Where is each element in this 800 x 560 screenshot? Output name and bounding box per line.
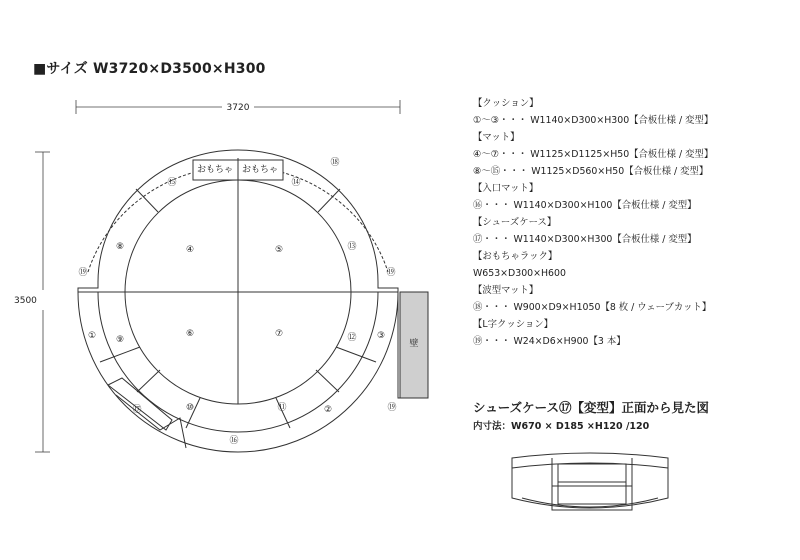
marker-3: ③ [376, 331, 386, 341]
toy-rack-left-label: おもちゃ [196, 165, 234, 175]
marker-13: ⑬ [347, 242, 357, 252]
spec-line: 【入口マット】 [473, 183, 539, 194]
shoe-case-title: シューズケース⑰【変型】正面から見た図 [473, 400, 710, 415]
spec-line: 【マット】 [473, 132, 520, 143]
spec-line: ⑰・・・ W1140×D300×H300【合板仕様 / 変型】 [473, 234, 697, 245]
shoe-case-dims: 内寸法：W670 × D185 ×H120 /120 [473, 421, 650, 432]
marker-17: ⑰ [132, 405, 142, 415]
spec-line: 【クッション】 [473, 98, 539, 109]
spec-line: 【おもちゃラック】 [473, 251, 558, 262]
shoe-case-outline [108, 378, 186, 448]
marker-7: ⑦ [274, 329, 284, 339]
marker-14: ⑭ [291, 178, 301, 188]
marker-5: ⑤ [274, 245, 284, 255]
spec-line: ⑯・・・ W1140×D300×H100【合板仕様 / 変型】 [473, 200, 697, 211]
marker-2: ② [323, 405, 333, 415]
marker-4: ④ [185, 245, 195, 255]
spec-line: W653×D300×H600 [473, 268, 566, 279]
spec-line: ①～③・・・ W1140×D300×H300【合板仕様 / 変型】 [473, 115, 714, 126]
marker-18-top: ⑱ [330, 158, 340, 168]
marker-15: ⑮ [167, 178, 177, 188]
spec-line: 【L字クッション】 [473, 319, 554, 330]
page-title: ■サイズ W3720×D3500×H300 [33, 61, 266, 77]
spec-list [473, 95, 793, 350]
marker-19-right: ⑲ [386, 268, 396, 278]
wall-label: 壁 [409, 339, 419, 349]
spec-line: ⑧～⑮・・・ W1125×D560×H50【合板仕様 / 変型】 [473, 166, 709, 177]
marker-12: ⑫ [347, 333, 357, 343]
depth-dimension [35, 152, 50, 452]
depth-label: 3500 [14, 296, 37, 306]
marker-8: ⑧ [115, 242, 125, 252]
marker-6: ⑥ [185, 329, 195, 339]
marker-11: ⑪ [277, 403, 287, 413]
width-label: 3720 [226, 103, 250, 113]
marker-9: ⑨ [115, 335, 125, 345]
spec-line: ④～⑦・・・ W1125×D1125×H50【合板仕様 / 変型】 [473, 149, 714, 160]
marker-19-bottom: ⑲ [387, 403, 397, 413]
spec-line: ⑱・・・ W900×D9×H1050【8 枚 / ウェーブカット】 [473, 302, 712, 313]
marker-16: ⑯ [229, 436, 239, 446]
spec-line: 【波型マット】 [473, 285, 539, 296]
spec-line: ⑲・・・ W24×D6×H900【3 本】 [473, 336, 626, 347]
marker-19-left: ⑲ [78, 268, 88, 278]
l-cushion-right [378, 282, 398, 292]
l-cushion-left [78, 282, 98, 292]
spec-line: 【シューズケース】 [473, 217, 557, 228]
marker-10: ⑩ [185, 403, 195, 413]
toy-rack-right-label: おもちゃ [241, 165, 279, 175]
marker-1: ① [87, 331, 97, 341]
